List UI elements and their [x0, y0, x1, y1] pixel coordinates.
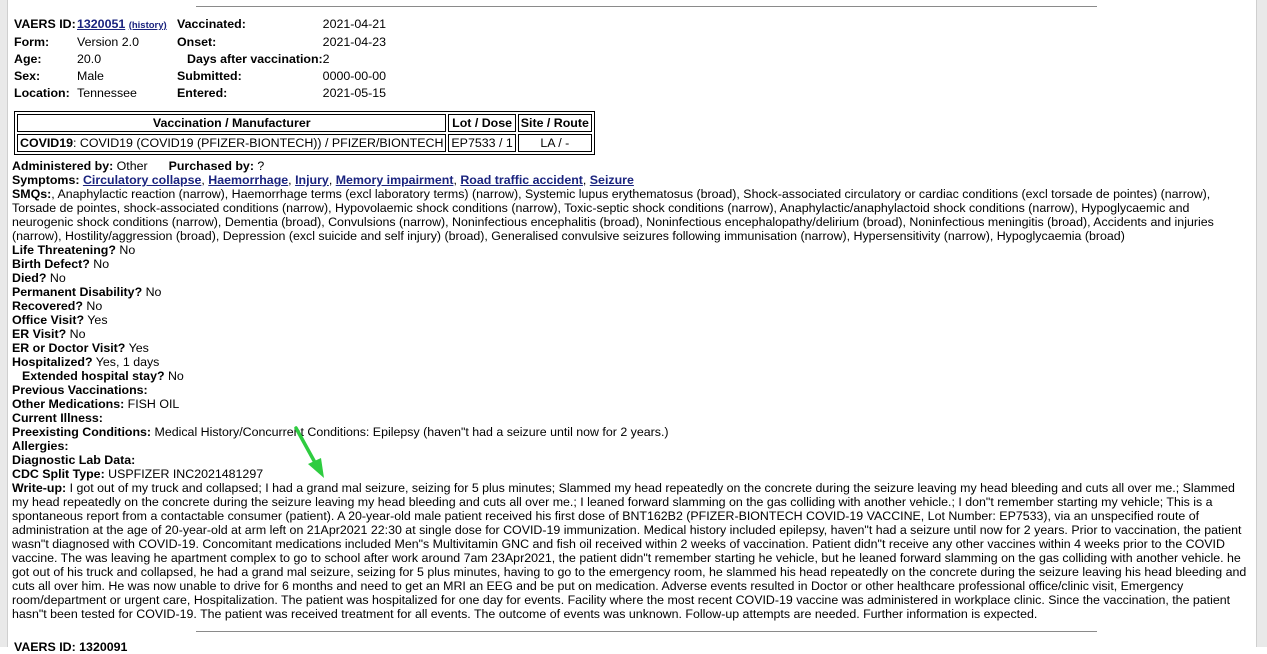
site-route-value: LA / - — [518, 134, 592, 152]
previous-vaccinations-line — [12, 383, 1252, 397]
writeup-value: I got out of my truck and collapsed; I had a grand mal seizure, seizing for 5 plus minutes; Slammed my head repeatedly on the concrete during the seizure leaving my head bleeding and cuts all over me.; Slammed my head repeatedly on the concrete during the seizure leaving my head bleeding and cuts all over me.; I leaned forward slamming on the gas colliding with another vehicle.; I don"t remember starting my vehicle; This is a spontaneous report from a contactable consumer (patient). A 20-year-old male patient received his first dose of BNT162B2 (PFIZER-BIONTECH COVID-19 VACCINE, Lot Number: EP7533), via an unspecified route of administration at the age of 20-year-old at arm left on 21Apr2021 22:30 at single dose for COVID-19 immunization. Medical history included epilepsy, haven"t had a seizure until now for 2 years. Prior to vaccination, the patient wasn"t diagnosed with COVID-19. Concomitant medications included Men"s Multivitamin GNC and fish oil received within 2 weeks of vaccination. Patient didn"t receive any other vaccines within 4 weeks prior to the COVID vaccine. The was leaving he apartment complex to go to school after work around 7am 23Apr2021, the patient didn"t remember starting he vehicle, but he leaned forward slamming on the gas colliding with another vehicle. he got out of his truck and collapsed, he had a grand mal seizure, seizing for 5 plus minutes, having to go to the emergency room, he slammed his head repeatedly on the concrete during the seizure leaving his head bleeding and cuts all over him. He was now unable to drive for 6 months and need to get an MRI an EEG and be put on medication. Adverse events resulted in Doctor or other healthcare professional office/clinic visit, Emergency room/department or urgent care, Hospitalization. The patient was hospitalized for one day for events. Facility where the most recent COVID-19 vaccine was administered in workplace clinic. Since the vaccination, the patient hasn"t been tested for COVID-19. The patient was received treatment for all events. The outcome of events was unknown. Follow-up attempts are needed. Further information is expected. — [12, 481, 1247, 621]
birth-defect-line — [12, 257, 1252, 271]
extended-stay-line — [12, 369, 1252, 383]
age-label: Age: — [14, 52, 42, 66]
er-visit-label: ER Visit? — [12, 327, 67, 341]
allergies-label: Allergies: — [12, 439, 69, 453]
top-divider — [196, 6, 1097, 7]
bottom-divider — [196, 631, 1097, 632]
col-vaccination-manufacturer: Vaccination / Manufacturer — [17, 114, 446, 132]
report-header-table — [14, 16, 386, 102]
symptoms-line: Symptoms: Circulatory collapse, Haemorrhage, Injury, Memory impairment, Road traffic accident, Seizure — [12, 173, 634, 187]
vaers-id-label: VAERS ID: — [14, 17, 76, 31]
location-value: Tennessee — [77, 86, 137, 100]
disability-value: No — [142, 285, 162, 299]
hospitalized-value: Yes, 1 days — [92, 355, 160, 369]
symptom-link[interactable]: Road traffic accident — [460, 173, 583, 187]
vaccinated-label: Vaccinated: — [177, 17, 246, 31]
other-medications-line — [12, 397, 1252, 411]
cdc-split-line — [12, 467, 1252, 481]
lab-data-label: Diagnostic Lab Data: — [12, 453, 136, 467]
location-label: Location: — [14, 86, 70, 100]
submitted-value: 0000-00-00 — [322, 69, 387, 83]
hospitalized-label: Hospitalized? — [12, 355, 93, 369]
er-doctor-label: ER or Doctor Visit? — [12, 341, 126, 355]
office-visit-label: Office Visit? — [12, 313, 85, 327]
current-illness-label: Current Illness: — [12, 411, 103, 425]
vaccination-table — [14, 111, 595, 155]
cdc-split-label: CDC Split Type: — [12, 467, 105, 481]
onset-label: Onset: — [177, 35, 217, 49]
life-threatening-value: No — [115, 243, 136, 257]
next-report-partial: VAERS ID: 1320091 — [14, 640, 128, 654]
other-medications-label: Other Medications: — [12, 397, 125, 411]
vaers-id-link[interactable]: 1320051 — [77, 17, 126, 31]
cdc-split-value: USPFIZER INC2021481297 — [104, 467, 264, 481]
purchased-value: ? — [253, 159, 265, 173]
office-visit-value: Yes — [84, 313, 108, 327]
recovered-value: No — [82, 299, 103, 313]
days-after-label: Days after vaccination: — [187, 52, 323, 66]
vaccine-type: COVID19 — [20, 136, 74, 150]
smqs-label: SMQs: — [12, 187, 52, 201]
form-label: Form: — [14, 35, 50, 49]
died-line — [12, 271, 1252, 285]
er-doctor-line — [12, 341, 1252, 355]
purchased-label: Purchased by: — [168, 159, 254, 173]
life-threatening-line — [12, 243, 1252, 257]
col-site-route: Site / Route — [518, 114, 592, 132]
left-window-edge — [0, 0, 8, 647]
birth-defect-label: Birth Defect? — [12, 257, 90, 271]
sex-label: Sex: — [14, 69, 41, 83]
days-after-value: 2 — [322, 52, 330, 66]
symptom-link[interactable]: Circulatory collapse — [82, 173, 202, 187]
vaccinated-value: 2021-04-21 — [322, 17, 387, 31]
disability-label: Permanent Disability? — [12, 285, 143, 299]
smqs-line — [12, 187, 1252, 243]
symptom-link[interactable]: Memory impairment — [335, 173, 454, 187]
preexisting-value: Medical History/Concurrent Conditions: Epilepsy (haven"t had a seizure until now for 2 years.) — [151, 425, 669, 439]
history-link[interactable]: (history) — [128, 20, 167, 31]
disability-line — [12, 285, 1252, 299]
entered-value: 2021-05-15 — [322, 86, 387, 100]
right-scrollbar[interactable] — [1256, 0, 1267, 647]
other-medications-value: FISH OIL — [124, 397, 180, 411]
recovered-label: Recovered? — [12, 299, 83, 313]
current-illness-line — [12, 411, 1252, 425]
symptom-link[interactable]: Haemorrhage — [208, 173, 289, 187]
writeup-label: Write-up: — [12, 481, 67, 495]
administered-value: Other — [113, 159, 148, 173]
submitted-label: Submitted: — [177, 69, 242, 83]
report-details — [12, 159, 1252, 621]
hospitalized-line — [12, 355, 1252, 369]
life-threatening-label: Life Threatening? — [12, 243, 116, 257]
sex-value: Male — [77, 69, 104, 83]
died-label: Died? — [12, 271, 47, 285]
preexisting-label: Preexisting Conditions: — [12, 425, 152, 439]
symptoms-label: Symptoms: — [12, 173, 80, 187]
symptom-link[interactable]: Seizure — [589, 173, 634, 187]
preexisting-line — [12, 425, 1252, 439]
allergies-line — [12, 439, 1252, 453]
previous-vaccinations-label: Previous Vaccinations: — [12, 383, 148, 397]
died-value: No — [46, 271, 66, 285]
entered-label: Entered: — [177, 86, 228, 100]
er-visit-value: No — [66, 327, 86, 341]
extended-stay-label: Extended hospital stay? — [22, 369, 165, 383]
birth-defect-value: No — [89, 257, 110, 271]
lab-data-line — [12, 453, 1252, 467]
lot-dose-value: EP7533 / 1 — [448, 134, 515, 152]
green-arrow-icon — [288, 420, 338, 484]
recovered-line — [12, 299, 1252, 313]
administered-label: Administered by: — [12, 159, 114, 173]
office-visit-line — [12, 313, 1252, 327]
administered-line — [12, 159, 1252, 173]
age-value: 20.0 — [77, 52, 102, 66]
table-row — [17, 134, 592, 152]
symptom-link[interactable]: Injury — [295, 173, 329, 187]
vaccine-name: : COVID19 (COVID19 (PFIZER-BIONTECH)) / PFIZER/BIONTECH — [73, 136, 444, 150]
er-doctor-value: Yes — [125, 341, 149, 355]
er-visit-line — [12, 327, 1252, 341]
extended-stay-value: No — [164, 369, 184, 383]
form-value: Version 2.0 — [77, 35, 139, 49]
col-lot-dose: Lot / Dose — [448, 114, 515, 132]
writeup-line — [12, 481, 1252, 621]
onset-value: 2021-04-23 — [322, 35, 387, 49]
smqs-value: , Anaphylactic reaction (narrow), Haemorrhage terms (excl laboratory terms) (narrow), Systemic lupus erythematosus (broad), Shock-associated circulatory or cardiac conditions (excl torsade de pointes) (narrow), Torsade de pointes, shock-associated conditions (narrow), Hypovolaemic shock conditions (narrow), Toxic-septic shock conditions (narrow), Anaphylactic/anaphylactoid shock conditions (narrow), Hypoglycaemic and neurogenic shock conditions (narrow), Dementia (broad), Convulsions (narrow), Noninfectious encephalitis (broad), Noninfectious encephalopathy/delirium (broad), Noninfectious meningitis (broad), Accidents and injuries (narrow), Hostility/aggression (broad), Depression (excl suicide and self injury) (broad), Generalised convulsive seizures following immunisation (narrow), Hypersensitivity (narrow), Hypoglycaemia (broad) — [12, 187, 1214, 243]
